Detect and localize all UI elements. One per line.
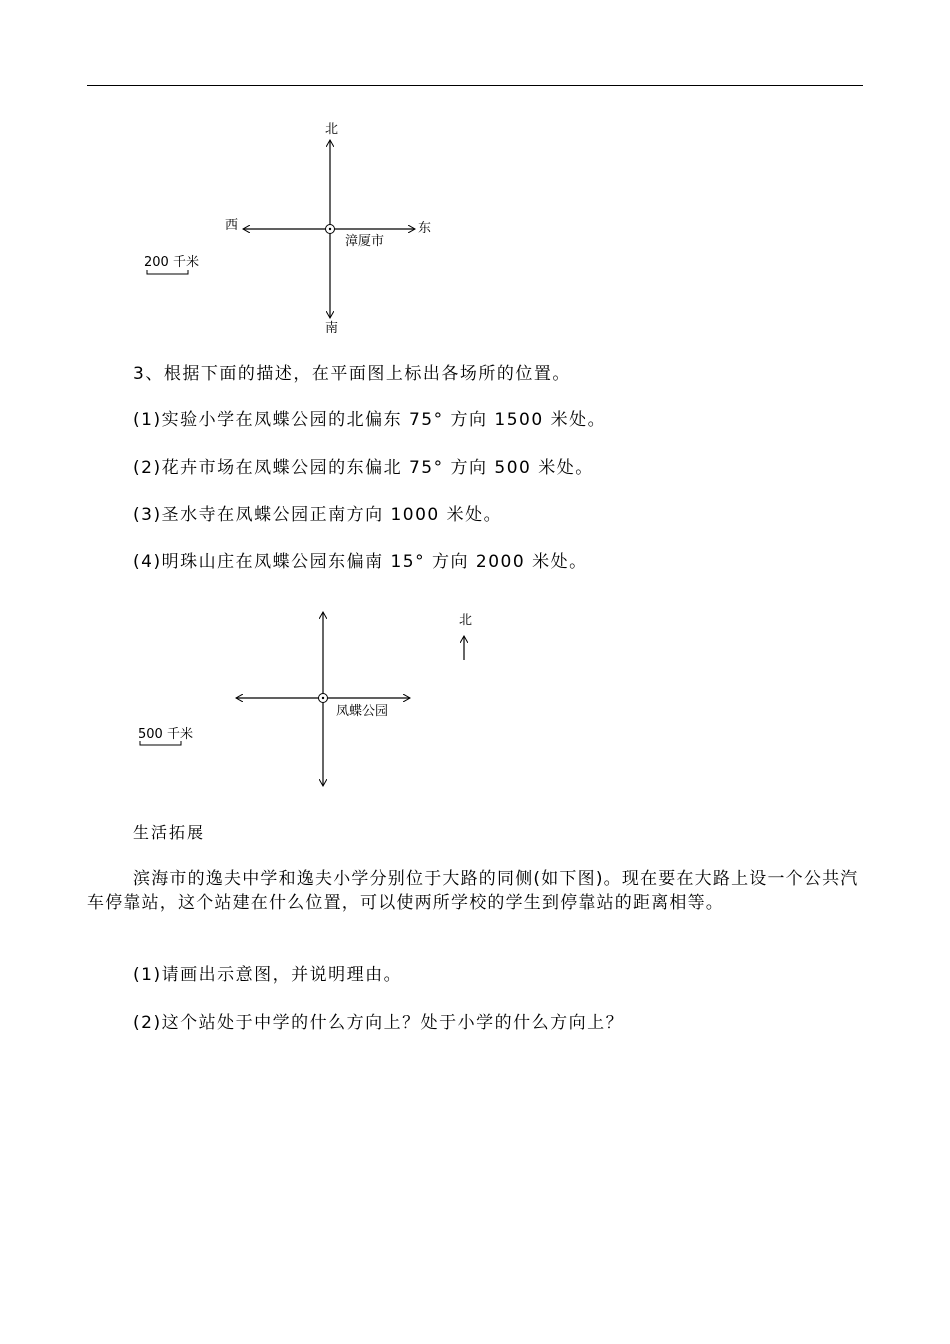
west-label: 西 — [225, 218, 239, 233]
section-heading: 生活拓展 — [133, 823, 206, 842]
question-3-item-1: (1)实验小学在凤蝶公园的北偏东 75° 方向 1500 米处。 — [133, 410, 607, 430]
city-label: 漳厦市 — [345, 234, 385, 249]
question-3-item-2: (2)花卉市场在凤蝶公园的东偏北 75° 方向 500 米处。 — [133, 458, 594, 478]
extension-item-1: (1)请画出示意图，并说明理由。 — [133, 965, 403, 985]
extension-paragraph: 滨海市的逸夫中学和逸夫小学分别位于大路的同侧(如下图)。现在要在大路上设一个公共汽车停靠站，这个站建在什么位置，可以使两所学校的学生到停靠站的距离相等。 — [87, 869, 859, 913]
scale-label: 200 千米 — [144, 255, 199, 270]
question-3-title: 3、根据下面的描述，在平面图上标出各场所的位置。 — [133, 364, 571, 384]
east-label: 东 — [418, 221, 432, 236]
north-label: 北 — [325, 122, 339, 137]
extension-item-2: (2)这个站处于中学的什么方向上？处于小学的什么方向上？ — [133, 1013, 625, 1033]
question-3-item-4: (4)明珠山庄在凤蝶公园东偏南 15° 方向 2000 米处。 — [133, 552, 588, 572]
north-indicator-label: 北 — [459, 613, 473, 628]
park-label: 凤蝶公园 — [336, 704, 389, 719]
south-label: 南 — [325, 321, 339, 336]
scale-label-2: 500 千米 — [138, 727, 193, 742]
question-3-item-3: (3)圣水寺在凤蝶公园正南方向 1000 米处。 — [133, 505, 503, 525]
